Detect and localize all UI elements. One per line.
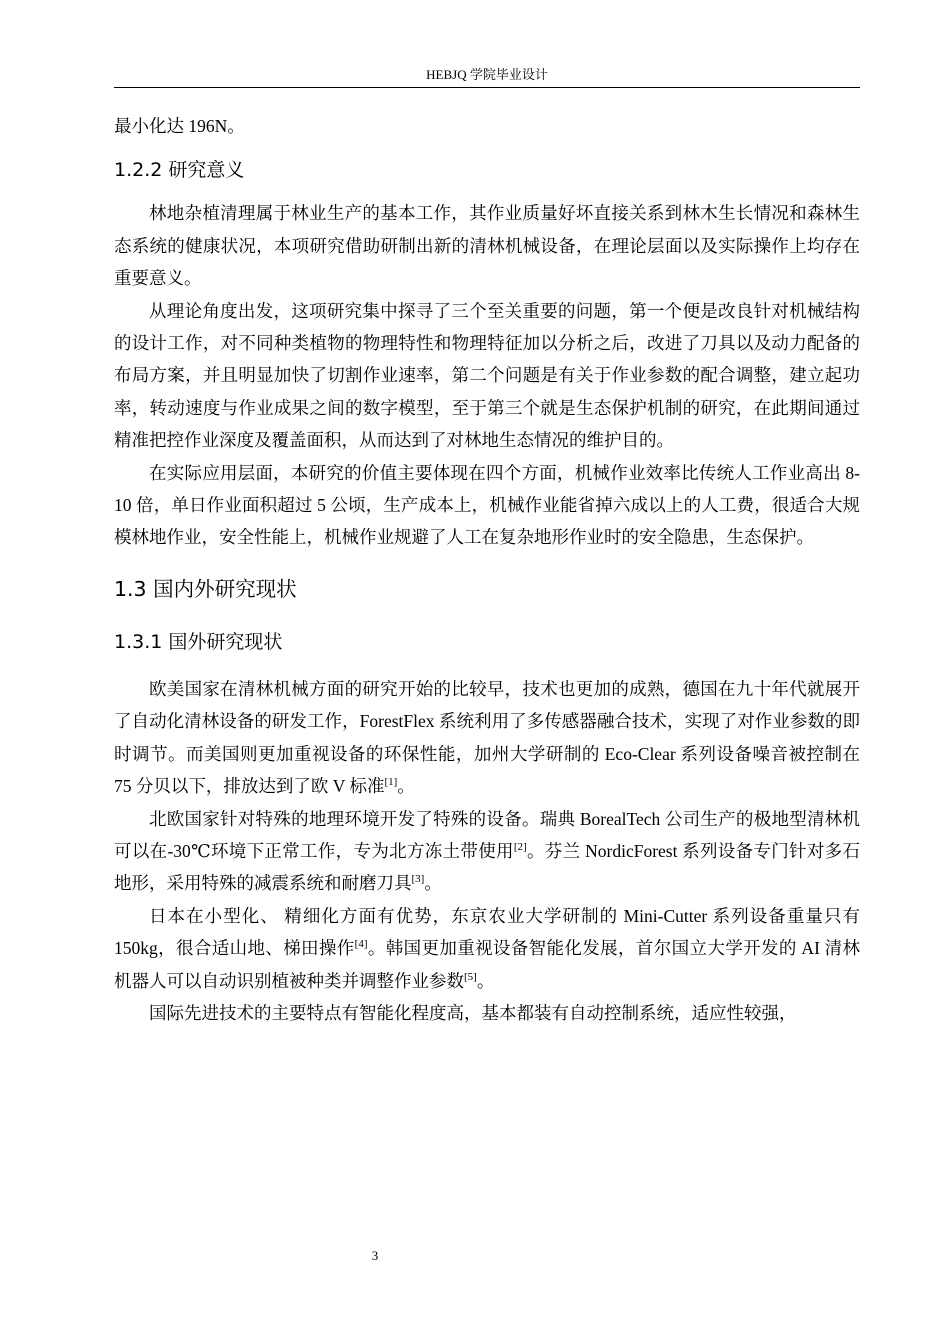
paragraph-text: 。韩国更加重视设备智能化发展，首尔国立大学开发的 AI 清林机器人可以自动识别植被种类并调整作业参数 [114, 938, 861, 991]
continued-line: 最小化达 196N。 [114, 116, 245, 136]
citation-5[interactable]: [5] [464, 970, 477, 983]
page-body [114, 110, 860, 1029]
paragraph-significance-intro: 林地杂植清理属于林业生产的基本工作，其作业质量好坏直接关系到林木生长情况和森林生态系统的健康状况，本项研究借助研制出新的清林机械设备，在理论层面以及实际操作上均存在重要意义。 [114, 203, 860, 289]
paragraph-end: 。 [424, 873, 442, 894]
paragraph-text: 。芬兰 NordicForest 系列设备专门针对多石地形，采用特殊的减震系统和耐磨刀具 [114, 840, 860, 894]
page-header [114, 66, 860, 88]
paragraph-international-features: 国际先进技术的主要特点有智能化程度高，基本都装有自动控制系统，适应性较强， [149, 1002, 797, 1023]
paragraph-text: 北欧国家针对特殊的地理环境开发了特殊的设备。瑞典 BorealTech 公司生产的极地型清林机可以在-30℃环境下正常工作，专为北方冻土带使用 [114, 808, 860, 861]
citation-4[interactable]: [4] [354, 938, 368, 951]
heading-1-2-2: 1.2.2 研究意义 [114, 159, 245, 182]
heading-1-3-1: 1.3.1 国外研究现状 [114, 630, 283, 653]
paragraph-theory: 从理论角度出发，这项研究集中探寻了三个至关重要的问题，第一个便是改良针对机械结构的设计工作，对不同种类植物的物理特性和物理特征加以分析之后，改进了刀具以及动力配备的布局方案，并且明显加快了切割作业速率，第二个问题是有关于作业参数的配合调整，建立起功率，转动速度与作业成果之间的数字模型，至于第三个就是生态保护机制的研究，在此期间通过精准把控作业深度及覆盖面积，从而达到了对林地生态情况的维护目的。 [114, 300, 860, 451]
citation-1[interactable]: [1] [384, 776, 398, 789]
paragraph-japan-korea [114, 900, 860, 997]
header-title: HEBJQ 学院毕业设计 [426, 67, 548, 82]
paragraph-text: 欧美国家在清林机械方面的研究开始的比较早，技术也更加的成熟，德国在九十年代就展开了自动化清林设备的研发工作，ForestFlex 系统利用了多传感器融合技术，实现了对作业参数的即时调节。而美国则更加重视设备的环保性能，加州大学研制的 Eco-Clear 系列设备噪音被控制在 75 分贝以下，排放达到了欧 V 标准 [114, 678, 860, 797]
paragraph-end: 。 [476, 970, 495, 991]
paragraph-text: 日本在小型化、 精细化方面有优势，东京农业大学研制的 Mini-Cutter 系列设备重量只有 150kg，很合适山地、梯田操作 [114, 905, 860, 959]
page-number: 3 [371, 1248, 379, 1263]
paragraph-europe-america [114, 673, 860, 803]
paragraph-end: 。 [397, 776, 415, 797]
heading-1-3: 1.3 国内外研究现状 [114, 576, 297, 601]
citation-2[interactable]: [2] [513, 841, 527, 854]
paragraph-practice: 在实际应用层面，本研究的价值主要体现在四个方面，机械作业效率比传统人工作业高出 8-10 倍，单日作业面积超过 5 公顷，生产成本上，机械作业能省掉六成以上的人工费，很适合大规模林地作业，安全性能上，机械作业规避了人工在复杂地形作业时的安全隐患，生态保护。 [114, 462, 860, 548]
citation-3[interactable]: [3] [411, 873, 425, 886]
paragraph-nordic [114, 803, 860, 900]
